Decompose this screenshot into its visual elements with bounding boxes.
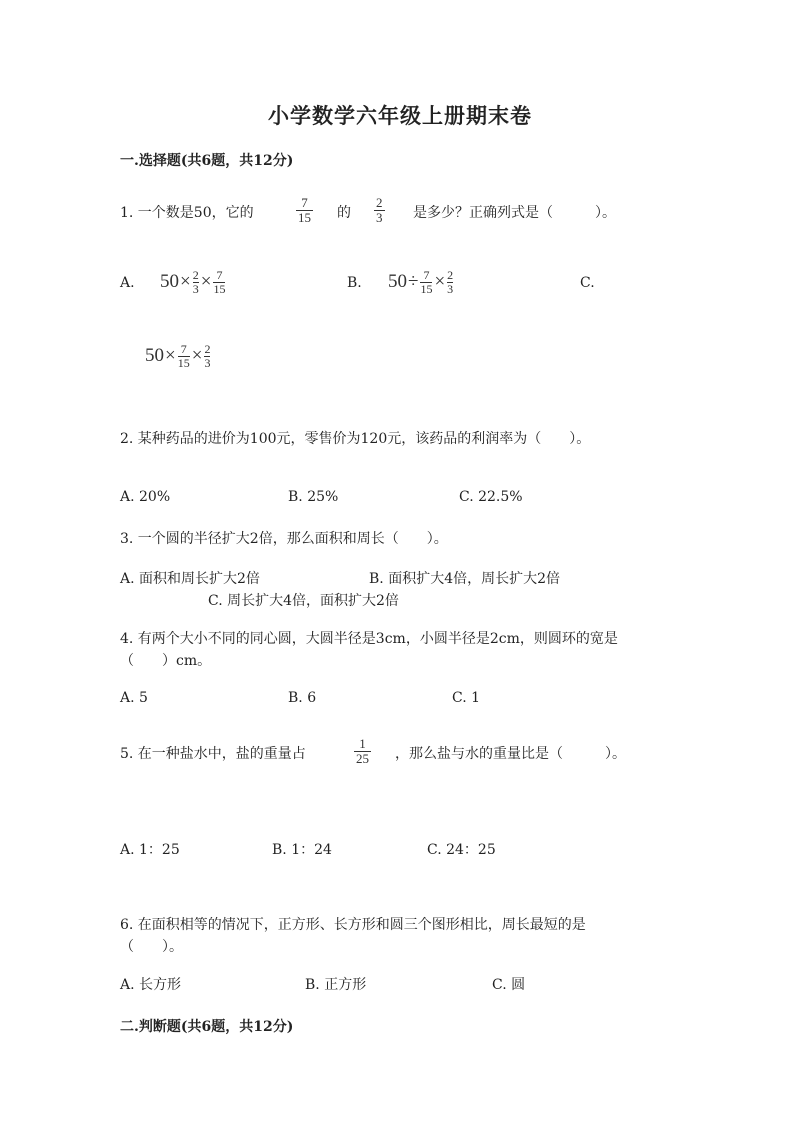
question-6-option-b: B. 正方形 xyxy=(305,977,367,993)
question-1-text-a: 1. 一个数是50，它的 xyxy=(120,205,254,221)
expr-number: 50 xyxy=(160,271,179,293)
expr-fraction: 2 3 xyxy=(204,342,211,370)
question-2-option-c: C. 22.5% xyxy=(459,489,523,505)
fraction-denominator: 3 xyxy=(376,210,383,226)
expr-fraction: 7 15 xyxy=(177,342,190,370)
fraction-numerator: 1 xyxy=(359,736,366,751)
option-a-label: A. xyxy=(120,275,135,291)
expr-fraction: 7 15 xyxy=(213,268,226,296)
question-3-option-b: B. 面积扩大4倍，周长扩大2倍 xyxy=(369,571,561,587)
expr-operator: × xyxy=(200,271,212,293)
option-b-label: B. xyxy=(347,275,362,291)
question-4-option-b: B. 6 xyxy=(288,690,317,706)
page-title: 小学数学六年级上册期末卷 xyxy=(268,103,532,128)
question-5-option-b: B. 1：24 xyxy=(272,842,332,858)
fraction-numerator: 2 xyxy=(376,195,383,210)
expr-operator: × xyxy=(191,345,203,367)
question-3-option-c: C. 周长扩大4倍，面积扩大2倍 xyxy=(208,593,399,609)
question-2-text: 2. 某种药品的进价为100元，零售价为120元，该药品的利润率为（ ）。 xyxy=(120,431,591,447)
option-a-expression xyxy=(160,269,226,295)
question-1-fraction-2 xyxy=(374,196,385,226)
question-3-text: 3. 一个圆的半径扩大2倍，那么面积和周长（ ）。 xyxy=(120,531,448,547)
section-heading-judgment: 二.判断题(共6题，共12分) xyxy=(120,1019,294,1035)
question-6-option-a: A. 长方形 xyxy=(120,977,182,993)
question-5-text-b: ，那么盐与水的重量比是（ ）。 xyxy=(395,746,626,762)
fraction-numerator: 7 xyxy=(301,195,308,210)
question-1-fraction-1 xyxy=(296,196,313,226)
question-1-text-c: 是多少？正确列式是（ ）。 xyxy=(413,205,616,221)
question-4-line-2: （ ）cm。 xyxy=(120,653,212,669)
question-5-option-c: C. 24：25 xyxy=(427,842,496,858)
expr-fraction: 2 3 xyxy=(447,268,454,296)
question-5-fraction xyxy=(354,737,371,767)
fraction-denominator: 25 xyxy=(356,751,369,767)
option-b-expression xyxy=(388,269,454,295)
option-c-label: C. xyxy=(580,275,595,291)
question-6-line-2: （ ）。 xyxy=(120,939,183,955)
fraction-denominator: 15 xyxy=(298,210,311,226)
expr-number: 50 xyxy=(388,271,407,293)
question-2-option-a: A. 20% xyxy=(120,489,171,505)
question-4-option-c: C. 1 xyxy=(452,690,481,706)
question-4-option-a: A. 5 xyxy=(120,690,148,706)
question-2-option-b: B. 25% xyxy=(288,489,339,505)
question-5-option-a: A. 1：25 xyxy=(120,842,180,858)
expr-operator: ÷ xyxy=(408,271,419,293)
expr-fraction: 2 3 xyxy=(192,268,199,296)
expr-number: 50 xyxy=(145,345,164,367)
expr-operator: × xyxy=(180,271,191,293)
question-1-text-b: 的 xyxy=(337,205,351,221)
expr-fraction: 7 15 xyxy=(420,268,433,296)
expr-operator: × xyxy=(165,345,176,367)
question-6-option-c: C. 圆 xyxy=(492,977,526,993)
question-3-option-a: A. 面积和周长扩大2倍 xyxy=(120,571,260,587)
option-c-expression xyxy=(145,343,211,369)
question-5-text-a: 5. 在一种盐水中，盐的重量占 xyxy=(120,746,306,762)
question-6-line-1: 6. 在面积相等的情况下，正方形、长方形和圆三个图形相比，周长最短的是 xyxy=(120,917,586,933)
section-heading-choice: 一.选择题(共6题，共12分) xyxy=(120,153,294,169)
expr-operator: × xyxy=(434,271,446,293)
question-4-line-1: 4. 有两个大小不同的同心圆，大圆半径是3cm，小圆半径是2cm，则圆环的宽是 xyxy=(120,631,618,647)
